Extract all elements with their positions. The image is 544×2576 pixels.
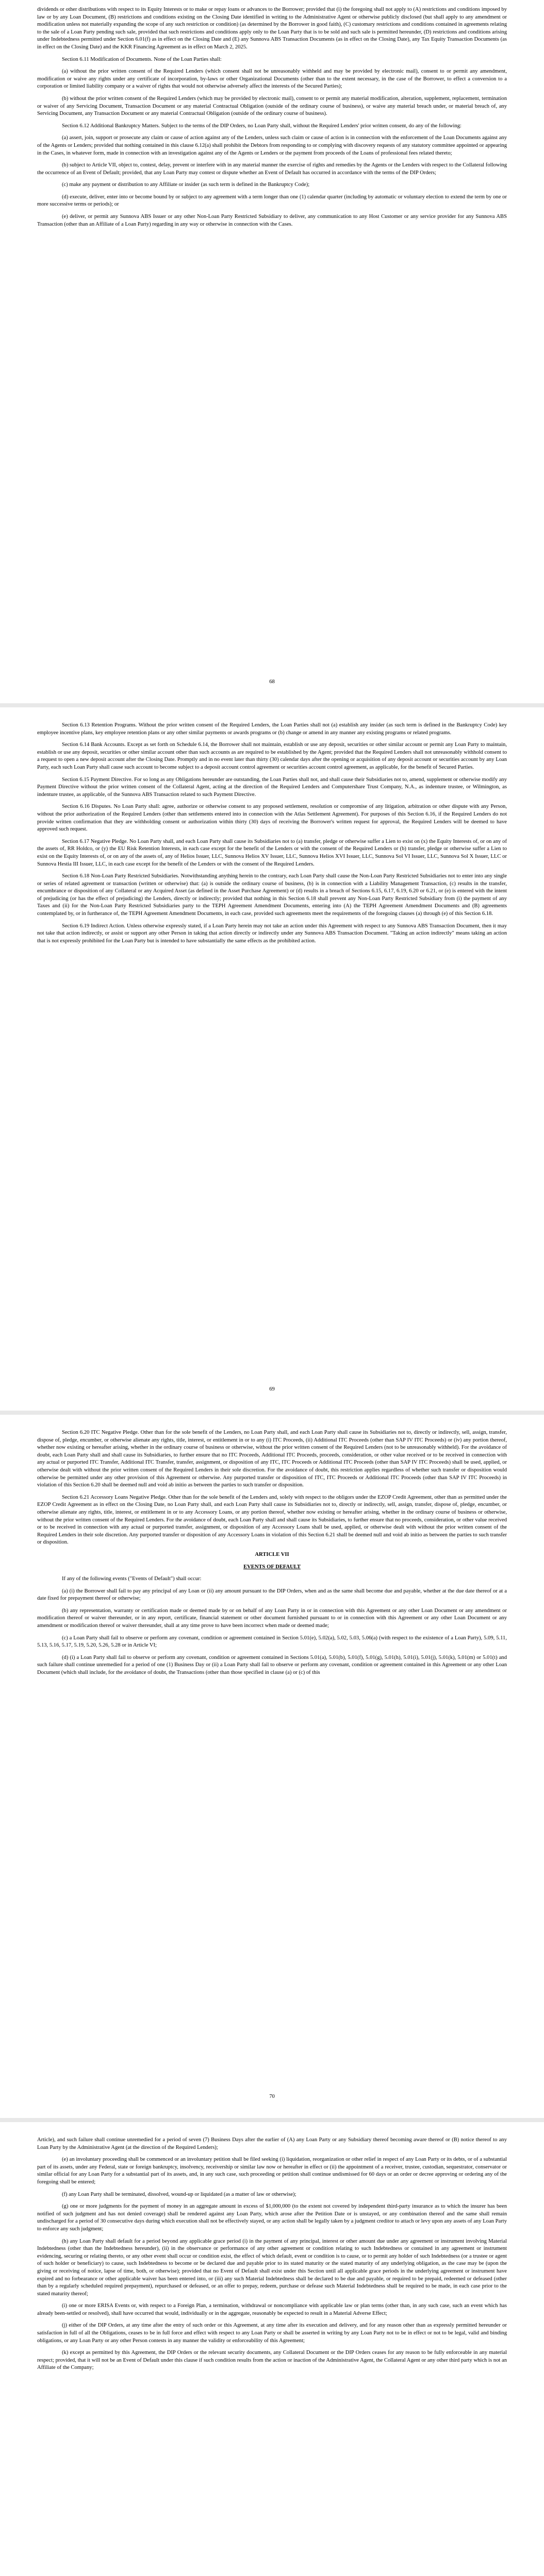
page-69 <box>0 707 544 1411</box>
paragraph: (d) execute, deliver, enter into or become bound by or subject to any agreement with a term longer than one (1) calendar quarter (including by automatic or voluntary election to extend the term by one or more successive terms or periods); or <box>37 194 507 208</box>
section-heading: Section 6.19 Indirect Action. Unless otherwise expressly stated, if a Loan Party herein may not take an action under this Agreement with respect to any Sunnova ABS Transaction Document, then it may not take that action indirectly, or assist or support any other Person in taking that action directly or indirectly under any Sunnova ABS Transaction Document. "Taking an action indirectly" means taking an action that is not expressly prohibited for the Loan Party but is intended to have substantially the same effects as the prohibited action. <box>37 923 507 944</box>
page-70-body <box>37 1429 507 1682</box>
paragraph: (j) either of the DIP Orders, at any time after the entry of such order or this Agreement, at any time after its execution and delivery, and for any reason other than as expressly permitted hereunder or satisfaction in full of all the Obligations, ceases to be in full force and effect with respect to any Loan Party or shall be asserted in writing by any Loan Party not to be in effect or not to be legal, valid and binding obligations, or any Loan Party or any other Person contests in any manner the validity or enforceability of this Agreement; <box>37 2323 507 2344</box>
section-heading: Section 6.16 Disputes. No Loan Party shall: agree, authorize or otherwise consent to any proposed settlement, resolution or compromise of any litigation, arbitration or other dispute with any Person, without the prior authorization of the Required Lenders (other than settlements entered into in connection with the Atlas Settlement Agreement). For purposes of this Section 6.16, if the Required Lenders do not provide written confirmation that they are withholding consent or authorization within thirty (30) days of receiving the Borrower's written request for approval, the Required Lenders will be deemed to have approved such request. <box>37 804 507 833</box>
paragraph: (g) one or more judgments for the payment of money in an aggregate amount in excess of $1,000,000 (to the extent not covered by independent third-party insurance as to which the insurer has been notified of such judgment and has not denied coverage) shall be rendered against any Loan Party, which arose after the Petition Date or is unstayed, or any combination thereof and the same shall remain undischarged for a period of 30 consecutive days during which execution shall not be effectively stayed, or any action shall be legally taken by a judgment creditor to attach or levy upon any assets of any Loan Party to enforce any such judgment; <box>37 2204 507 2232</box>
section-heading: Section 6.21 Accessory Loans Negative Pledge. Other than for the sole benefit of the Lenders and, solely with respect to the obligors under the EZOP Credit Agreement, other than as permitted under the EZOP Credit Agreement as in effect on the Closing Date, no Loan Party shall, and each Loan Party shall cause its Subsidiaries not to, directly or indirectly, sell, assign, transfer, dispose of, pledge, encumber, or otherwise alienate any rights, title, interest, or entitlement in or to any Accessory Loans, or any portion thereof, whether now existing or hereafter arising, whether in the ordinary course of business or otherwise, without the prior written consent of the Required Lenders. For the avoidance of doubt, each Loan Party shall and shall cause its Subsidiaries, to further ensure that no proceeds, consideration, or other value received or to be received in connection with any actual or purported transfer, assignment, or disposition of any Accessory Loans shall be used, applied, or otherwise dealt with without the prior written consent of the Required Lenders in their sole discretion. Any purported transfer or disposition of any Accessory Loans in violation of this Section 6.21 shall be deemed null and void ab initio as between the parties to such transfer or disposition. <box>37 1494 507 1546</box>
page-number: 68 <box>269 679 275 685</box>
page-separator <box>0 1411 544 1415</box>
paragraph: (f) any Loan Party shall be terminated, dissolved, wound-up or liquidated (as a matter of law or otherwise); <box>62 2191 296 2197</box>
page-68 <box>0 0 544 703</box>
paragraph: (c) make any payment or distribution to any Affiliate or insider (as such term is defined in the Bankruptcy Code); <box>62 182 310 188</box>
page-71 <box>0 2122 544 2576</box>
paragraph: (b) any representation, warranty or certification made or deemed made by or on behalf of any Loan Party in or in connection with this Agreement or any other Loan Document or any amendment or modification thereof or waiver thereunder, or in any report, certificate, financial statement or other document furnished pursuant to or in connection with this Agreement or any other Loan Document or any amendment or modification thereof or waiver thereunder, shall at any time prove to have been incorrect when made or deemed made; <box>37 1607 507 1629</box>
page-separator <box>0 2118 544 2122</box>
page-69-body <box>37 722 507 950</box>
section-heading: Section 6.13 Retention Programs. Without the prior written consent of the Required Lenders, the Loan Parties shall not (a) establish any insider (as such term is defined in the Bankruptcy Code) key employee incentive plans, key employee retention plans or any other similar payments or awards programs or (b) change or amend in any manner any existing programs or related programs. <box>37 722 507 736</box>
paragraph: If any of the following events ("Events of Default") shall occur: <box>62 1576 202 1582</box>
paragraph: (b) without the prior written consent of the Required Lenders (which may be provided by electronic mail), consent to or permit any material modification, alteration, supplement, replacement, termination or waiver of any Servicing Document, Transaction Document or any material Contractual Obligation (outside of the ordinary course of business), or waive any material breach under, or material breach of, any Servicing Document, any Transaction Document or any material Contractual Obligation (outside of the ordinary course of business). <box>37 95 507 117</box>
page-number: 69 <box>269 1386 275 1392</box>
paragraph: (a) without the prior written consent of the Required Lenders (which consent shall not be unreasonably withheld and may be provided by electronic mail), consent to or permit any amendment, modification or waive any rights under any certificate of incorporation, by-laws or other Organizational Documents (other than to the extent necessary, in the case of the Borrower, to effect a conversion to a corporation or limited liability company or a waiver of rights that would not otherwise adversely affect the interests of the Secured Parties); <box>37 69 507 90</box>
paragraph: (a) assert, join, support or prosecute any claim or cause of action against any of the Lenders, unless such claim or cause of action is in connection with the enforcement of the Loan Documents against any of the Agents or Lenders; provided that nothing contained in this clause 6.12(a) shall prohibit the Debtors from responding to or complying with discovery requests of any statutory committee appointed or appearing in the Cases, in whatever form, made in connection with an investigation against any of the Agents or Lenders or the payment from proceeds of the Loans of professional fees related thereto; <box>37 135 507 156</box>
section-heading: Section 6.20 ITC Negative Pledge. Other than for the sole benefit of the Lenders, no Loan Party shall, and each Loan Party shall cause its Subsidiaries not to, directly or indirectly, sell, assign, transfer, dispose of, pledge, encumber, or otherwise alienate any rights, title, interest, or entitlement in or to any (i) ITC Proceeds, (ii) Additional ITC Proceeds (other than SAP IV ITC Proceeds) or (iv) any portion thereof, whether now existing or hereafter arising, whether in the ordinary course of business or otherwise, without the prior written consent of the Required Lenders (not to be unreasonably withheld). For the avoidance of doubt, each Loan Party shall and shall cause its Subsidiaries, to further ensure that no ITC Proceeds, Additional ITC Proceeds, proceeds, consideration, or other value received or to be received in connection with any actual or purported ITC Transfer, Additional ITC Transfer, transfer, assignment, or disposition of any ITC, ITC Proceeds or Additional ITC Proceeds (other than SAP IV ITC Proceeds) shall be used, applied, or otherwise dealt with without the prior written consent of the Required Lenders in their sole discretion. For the avoidance of doubt, this restriction applies regardless of whether such transfer or disposition would otherwise be permitted under any other provision of this Agreement or otherwise. Any purported transfer or disposition of ITC, ITC Proceeds or Additional ITC Proceeds (other than SAP IV ITC Proceeds) in violation of this Section 6.20 shall be deemed null and void ab initio as between the parties to such transfer or disposition. <box>37 1430 507 1488</box>
paragraph: (a) (i) the Borrower shall fail to pay any principal of any Loan or (ii) any amount pursuant to the DIP Orders, when and as the same shall become due and payable, whether at the due date thereof or at a date fixed for prepayment thereof or otherwise; <box>37 1588 507 1602</box>
section-heading: Section 6.18 Non-Loan Party Restricted Subsidiaries. Notwithstanding anything herein to the contrary, each Loan Party shall cause the Non-Loan Party Restricted Subsidiaries not to enter into any single or series of related agreement or transaction (written or otherwise) that: (a) is outside the ordinary course of business, (b) is in connection with a Liability Management Transaction, (c) results in the transfer, encumbrance or disposition of any Collateral or any Acquired Asset (as defined in the Asset Purchase Agreement) or (d) results in a breach of Sections 6.15, 6.17, 6.19, 6.20 or 6.21, or (e) is entered with the intent of prejudicing (or has the effect of prejudicing) the Lenders, directly or indirectly; provided that nothing in this Section 6.18 shall prevent any Non-Loan Party Restricted Subsidiary from (i) the payment of any Taxes and (ii) for the Non-Loan Party Restricted Subsidiaries party to the TEPH Agreement Amendment Documents, entering into (A) the TEPH Agreement Amendment Documents and (B) agreements contemplated by, or in furtherance of, the TEPH Agreement Amendment Documents, in each case, provided such agreements meet the requirements of the foregoing clauses (a) through (e) of this Section 6.18. <box>37 873 507 917</box>
page-70 <box>0 1415 544 2118</box>
paragraph: (e) deliver, or permit any Sunnova ABS Issuer or any other Non-Loan Party Restricted Subsidiary to deliver, any communication to any Host Customer or any service provider for any Sunnova ABS Transaction (other than an Affiliate of a Loan Party) regarding in any way or otherwise in connection with the Cases. <box>37 214 507 227</box>
section-heading: Section 6.15 Payment Directive. For so long as any Obligations hereunder are outstanding, the Loan Parties shall not, and shall cause their Subsidiaries not to, amend, supplement or otherwise modify any Payment Directive without the prior written consent of the Collateral Agent, acting at the direction of the Required Lenders and Computershare Trust Company, N.A., as indenture trustee, or Wilmington, as indenture trustee, as applicable, of the Sunnova ABS Transaction related to such Payment Directive. <box>37 776 507 798</box>
article-title: EVENTS OF DEFAULT <box>243 1564 301 1570</box>
paragraph: (e) an involuntary proceeding shall be commenced or an involuntary petition shall be filed seeking (i) liquidation, reorganization or other relief in respect of any Loan Party or its debts, or of a substantial part of its assets, under any Federal, state or foreign bankruptcy, insolvency, receivership or similar law now or hereafter in effect or (ii) the appointment of a receiver, trustee, custodian, sequestrator, conservator or similar official for any Loan Party for a substantial part of its assets, and, in any such case, such proceeding or petition shall continue undismissed for 60 days or an order or decree approving or ordering any of the foregoing shall be entered; <box>37 2157 507 2185</box>
paragraph: (i) one or more ERISA Events or, with respect to a Foreign Plan, a termination, withdrawal or noncompliance with applicable law or plan terms (other than, in any such case, such an event which has already been-settled or resolved), shall have occurred that would, individually or in the aggregate, reasonably be expected to result in a Material Adverse Effect; <box>37 2303 507 2316</box>
section-heading: Section 6.12 Additional Bankruptcy Matters. Subject to the terms of the DIP Orders, no Loan Party shall, without the Required Lenders' prior written consent, do any of the following: <box>62 123 462 129</box>
paragraph: dividends or other distributions with respect to its Equity Interests or to make or repay loans or advances to the Borrower; provided that (i) the foregoing shall not apply to (A) restrictions and conditions imposed by law or by any Loan Document, (B) restrictions and conditions existing on the Closing Date identified in writing to the Administrative Agent or otherwise publicly disclosed (but shall apply to any amendment or modification unless not materially expanding the scope of any such restriction or condition) (as determined by the Borrower in good faith), (C) customary restrictions and conditions contained in agreements relating to the sale of a Loan Party pending such sale, provided that such restrictions and conditions apply only to the Loan Party that is to be sold and such sale is permitted hereunder, (D) restrictions and conditions arising under Indebtedness permitted under Section 6.01(f) as in effect on the Closing Date and (E) any Sunnova ABS Transaction Documents (as in effect on the Closing Date), any Tax Equity Transaction Documents (as in effect on the Closing Date) and the KKR Financing Agreement as in effect on March 2, 2025. <box>37 7 507 50</box>
page-number: 70 <box>269 2094 275 2099</box>
section-heading: Section 6.14 Bank Accounts. Except as set forth on Schedule 6.14, the Borrower shall not maintain, establish or use any deposit, securities or other similar account or permit any Loan Party to maintain, establish or use any deposit, securities or other similar account other than such accounts as are required to be established by the Agent; provided that the Required Lenders shall not unreasonably withhold consent to a request to open a new deposit account after the Closing Date. Promptly and in no event later than thirty (30) calendar days after the opening or acquisition of any deposit account or securities account by any Loan Party, each such Loan Party shall cause such account to become subject to a deposit account control agreement or securities account control agreement, as applicable, for the benefit of Secured Parties. <box>37 742 507 770</box>
paragraph: (c) a Loan Party shall fail to observe or perform any covenant, condition or agreement contained in Section 5.01(e), 5.02(a), 5.02, 5.03, 5.06(a) (with respect to the existence of a Loan Party), 5.09, 5.11, 5.13, 5.16, 5.17, 5.19, 5.20, 5.26, 5.28 or in Article VI; <box>37 1635 507 1649</box>
page-68-body <box>37 6 507 233</box>
paragraph: (h) any Loan Party shall default for a period beyond any applicable grace period (i) in the payment of any principal, interest or other amount due under any agreement or instrument involving Material Indebtedness (other than the Indebtedness hereunder), (ii) in the observance or performance of any other agreement or condition relating to such Indebtedness or contained in any agreement or instrument evidencing, securing or relating thereto, or any other event shall occur or condition exist, the effect of which default, event or condition is to cause, or to permit any holder of such Indebtedness (or a trustee or agent of such holder or beneficiary) to cause, such Indebtedness to become or be declared due and payable prior to its stated maturity or the stated maturity of any underlying obligation, as the case may be (upon the giving or receiving of notice, lapse of time, both, or otherwise); provided that no Event of Default shall exist under this Section until all applicable grace periods in the underlying agreement or instrument have expired and no forbearance or other applicable waiver has been entered into, or (iii) any such Material Indebtedness shall be declared to be due and payable, or required to be prepaid, redeemed or defeased (other than by a regularly scheduled required prepayment), repurchased or defeased, or an offer to prepay, redeem, purchase or defease such Material Indebtedness shall be required to be made, in each case prior to the stated maturity thereof; <box>37 2238 507 2297</box>
page-71-body <box>37 2137 507 2377</box>
paragraph: Article), and such failure shall continue unremedied for a period of seven (7) Business Days after the earlier of (A) any Loan Party or any Subsidiary thereof becoming aware thereof or (B) notice thereof to any Loan Party by the Administrative Agent (at the direction of the Required Lenders); <box>37 2137 507 2150</box>
article-number: ARTICLE VII <box>255 1551 289 1557</box>
paragraph: (k) except as permitted by this Agreement, the DIP Orders or the relevant security documents, any Collateral Document or the DIP Orders ceases for any reason to be fully enforceable in any material respect; provided, that it will not be an Event of Default under this clause if such condition results from the action or inaction of the Administrative Agent, the Collateral Agent or any other third party which is not an Affiliate of the Company; <box>37 2350 507 2371</box>
section-heading: Section 6.11 Modification of Documents. None of the Loan Parties shall: <box>62 56 222 62</box>
paragraph: (d) (i) a Loan Party shall fail to observe or perform any covenant, condition or agreement contained in Sections 5.01(a), 5.01(b), 5.01(f), 5.01(g), 5.01(h), 5.01(i), 5.01(j), 5.01(k), 5.01(m) or 5.01(t) and such failure shall continue unremedied for a period of one (1) Business Day or (ii) a Loan Party shall fail to observe or perform any covenant, condition or agreement contained in this Agreement or any other Loan Document (which shall include, for the avoidance of doubt, the Transactions (other than those specified in clause (a) or (c) of this <box>37 1654 507 1676</box>
paragraph: (b) subject to Article VII, object to, contest, delay, prevent or interfere with in any material manner the exercise of rights and remedies by the Agents or the Lenders with respect to the Collateral following the occurrence of an Event of Default; provided, that any Loan Party may contest or dispute whether an Event of Default has occurred in accordance with the terms of the DIP Orders; <box>37 162 507 176</box>
page-separator <box>0 703 544 707</box>
section-heading: Section 6.17 Negative Pledge. No Loan Party shall, and each Loan Party shall cause its Subsidiaries not to (a) transfer, pledge or otherwise suffer a Lien to exist on (x) the Equity Interests of, or on any of the assets of, RR Holdco, or (y) the EU Risk Retention Interests, in each case except for the benefit of the Lenders or with the consent of the Required Lenders or (b) transfer, pledge or otherwise suffer a Lien to exist on the Equity Interests of, or on any of the assets of, any of Helios Issuer, LLC, Sunnova Helios XV Issuer, LLC, Sunnova Helios XVI Issuer, LLC, Sunnova Sol VI Issuer, LLC, Sunnova Sol X Issuer, LLC or Sunnova Hestia III Issuer, LLC, in each case except for the benefit of the Lenders or with the consent of the Required Lenders. <box>37 838 507 867</box>
